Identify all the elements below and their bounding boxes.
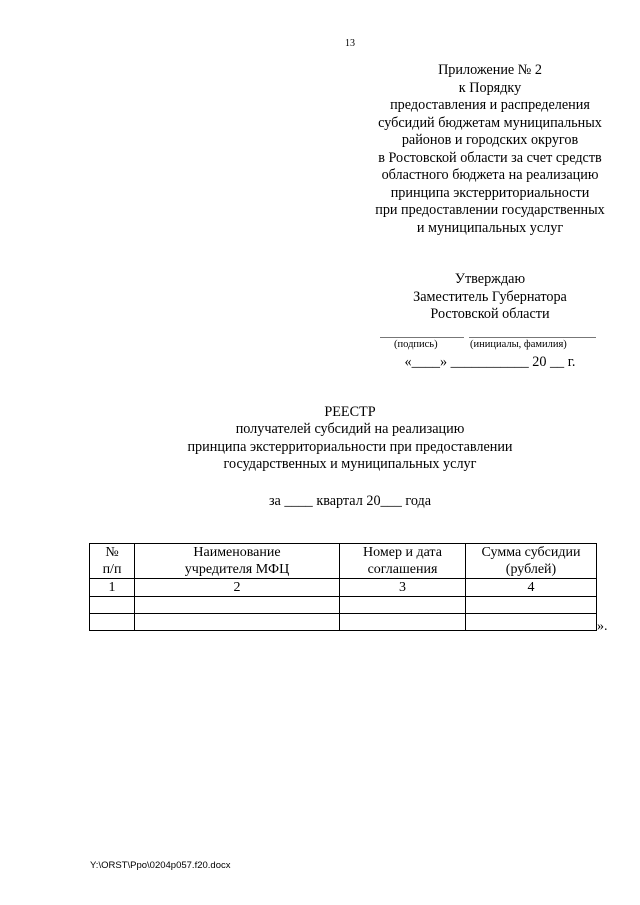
appendix-line: и муниципальных услуг bbox=[416, 219, 564, 236]
appendix-line: районов и городских округов bbox=[401, 132, 579, 148]
header-cell-agreement: Номер и дата соглашения bbox=[340, 544, 466, 579]
name-caption: (инициалы, фамилия) bbox=[470, 339, 567, 350]
appendix-line: Приложение № 2 bbox=[438, 62, 542, 78]
table-row bbox=[90, 597, 597, 614]
header-cell-founder: Наименование учредителя МФЦ bbox=[135, 544, 340, 579]
signature-blank bbox=[380, 337, 464, 338]
footer-file-path: Y:\ORST\Ppo\0204p057.f20.docx bbox=[90, 860, 231, 871]
appendix-line: предоставления и распределения bbox=[390, 97, 590, 113]
column-number-cell: 4 bbox=[466, 579, 597, 597]
approval-line: Утверждаю bbox=[454, 271, 526, 287]
approval-block bbox=[350, 271, 630, 324]
table-row bbox=[90, 614, 597, 631]
appendix-line: к Порядку bbox=[458, 79, 522, 96]
table-header-row bbox=[90, 544, 597, 579]
column-number-cell: 2 bbox=[135, 579, 340, 597]
appendix-line: принципа экстерриториальности bbox=[390, 184, 590, 201]
reporting-period: за ____ квартал 20___ года bbox=[268, 493, 432, 509]
registry-title: РЕЕСТР bbox=[324, 404, 376, 420]
column-number-cell: 1 bbox=[90, 579, 135, 597]
table-cell bbox=[135, 597, 340, 614]
approval-line: Ростовской области bbox=[430, 306, 550, 322]
page-number: 13 bbox=[345, 38, 355, 49]
table-cell bbox=[135, 614, 340, 631]
table-cell bbox=[466, 614, 597, 631]
table-cell bbox=[90, 614, 135, 631]
table-cell bbox=[340, 614, 466, 631]
appendix-line: субсидий бюджетам муниципальных bbox=[378, 114, 602, 131]
table-cell bbox=[90, 597, 135, 614]
signature-caption: (подпись) bbox=[394, 339, 438, 350]
registry-heading bbox=[0, 404, 640, 473]
column-number-row bbox=[90, 579, 597, 597]
approval-line: Заместитель Губернатора bbox=[413, 288, 567, 305]
column-number-cell: 3 bbox=[340, 579, 466, 597]
appendix-header bbox=[350, 62, 630, 237]
table-cell bbox=[466, 597, 597, 614]
approval-date-line: «____» ___________ 20 __ г. bbox=[404, 354, 576, 370]
registry-subtitle-line: государственных и муниципальных услуг bbox=[223, 455, 477, 472]
registry-subtitle-line: принципа экстерриториальности при предоставлении bbox=[187, 438, 513, 455]
closing-quote-mark: ». bbox=[597, 619, 608, 634]
appendix-line: областного бюджета на реализацию bbox=[381, 167, 599, 183]
header-cell-amount: Сумма субсидии (рублей) bbox=[466, 544, 597, 579]
appendix-line: в Ростовской области за счет средств bbox=[378, 149, 602, 166]
registry-subtitle-line: получателей субсидий на реализацию bbox=[235, 421, 465, 438]
name-blank bbox=[469, 337, 596, 338]
appendix-line: при предоставлении государственных bbox=[375, 202, 605, 218]
registry-table bbox=[89, 543, 597, 631]
table-cell bbox=[340, 597, 466, 614]
header-cell-number: № п/п bbox=[90, 544, 135, 579]
